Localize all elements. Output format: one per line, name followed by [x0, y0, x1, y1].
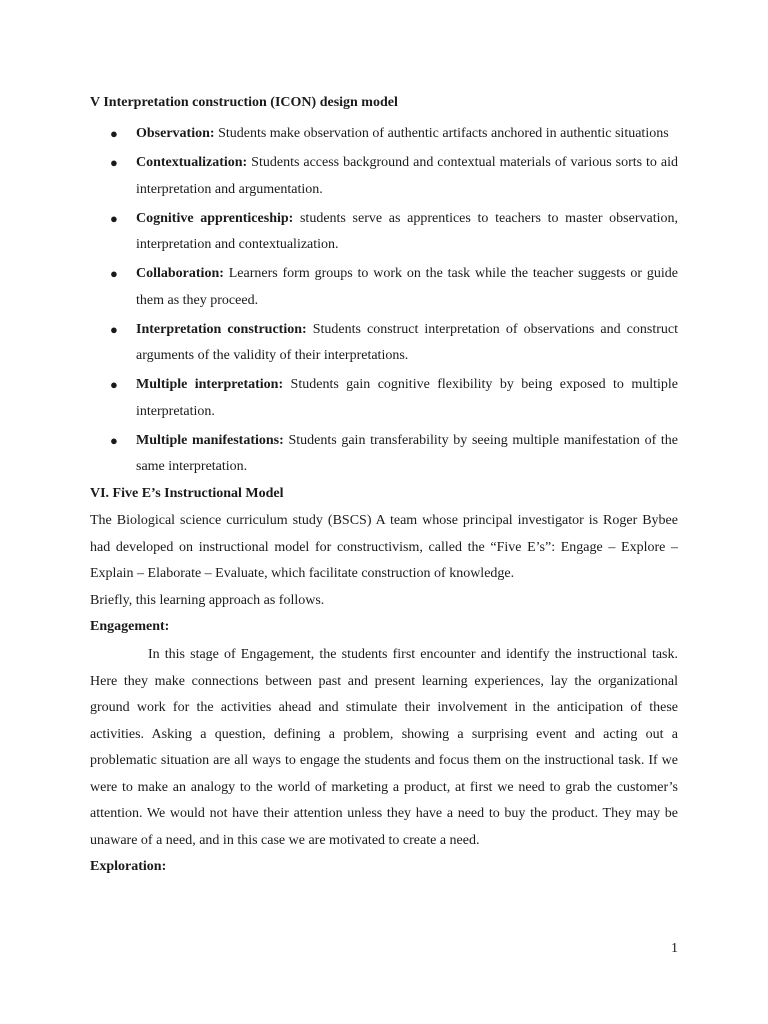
list-item: [90, 121, 678, 148]
bullet-icon: ●: [110, 266, 118, 281]
bullet-text: Students gain transferability by seeing multiple manifestation of the same interpretation.: [136, 432, 679, 474]
engagement-heading: Engagement:: [90, 619, 170, 634]
bullet-icon: ●: [110, 321, 118, 337]
list-item: [90, 150, 678, 203]
list-item: [90, 317, 678, 370]
bullet-term: Multiple interpretation:: [136, 377, 284, 392]
bullet-icon: ●: [110, 210, 118, 226]
bullet-text: Students gain cognitive flexibility by being exposed to multiple interpretation.: [136, 377, 678, 419]
briefly-line: Briefly, this learning approach as follows.: [90, 592, 325, 608]
page-content: [90, 92, 678, 878]
bullet-term: Cognitive apprenticeship:: [136, 210, 294, 226]
exploration-heading: Exploration:: [90, 859, 167, 874]
bullet-text: Students construct interpretation of observations and construct arguments of the validity of their interpretations.: [136, 321, 678, 363]
bullet-text: students serve as apprentices to teachers to master observation, interpretation and contextualization.: [136, 210, 678, 252]
bullet-term: Collaboration:: [136, 266, 224, 281]
bullet-icon: ●: [110, 126, 118, 141]
bullet-text: Students access background and contextual materials of various sorts to aid interpretation and argumentation.: [136, 155, 678, 197]
list-item: [90, 206, 678, 259]
list-item: [90, 372, 678, 425]
bullet-term: Interpretation construction:: [136, 321, 307, 337]
section-v-heading: V Interpretation construction (ICON) design model: [90, 95, 398, 110]
section-vi-heading: VI. Five E’s Instructional Model: [90, 486, 284, 501]
bullet-term: Contextualization:: [136, 155, 248, 170]
page-number: 1: [671, 941, 678, 956]
five-es-intro: The Biological science curriculum study (BSCS) A team whose principal investigator is Roger Bybee had developed on instructional model for constructivism, called the “Five E’s”: Engage – Explore –Explain – Elaborate – Evaluate, which facilitate construction of knowledge.: [90, 513, 678, 581]
bullet-term: Multiple manifestations:: [136, 432, 284, 448]
bullet-text: Students make observation of authentic artifacts anchored in authentic situations: [214, 126, 669, 141]
bullet-icon: ●: [110, 155, 118, 170]
list-item: [90, 428, 678, 481]
bullet-icon: ●: [110, 377, 118, 392]
bullet-icon: ●: [110, 432, 118, 448]
bullet-term: Observation:: [136, 126, 215, 141]
list-item: [90, 261, 678, 314]
engagement-paragraph: In this stage of Engagement, the students first encounter and identify the instructional task. Here they make connections between past and present learning experiences, lay the organizational ground work for the activities ahead and stimulate their involvement in the anticipation of these activities. Asking a question, defining a problem, showing a surprising event and acting out a problematic situation are all ways to engage the students and focus them on the instructional task. If we were to make an analogy to the world of marketing a product, at first we need to grab the customer’s attention. We would not have their attention unless they have a need to buy the product. They may be unaware of a need, and in this case we are motivated to create a need.: [90, 647, 678, 848]
bullet-text: Learners form groups to work on the task while the teacher suggests or guide them as they proceed.: [136, 266, 678, 308]
icon-model-list: [90, 121, 678, 481]
